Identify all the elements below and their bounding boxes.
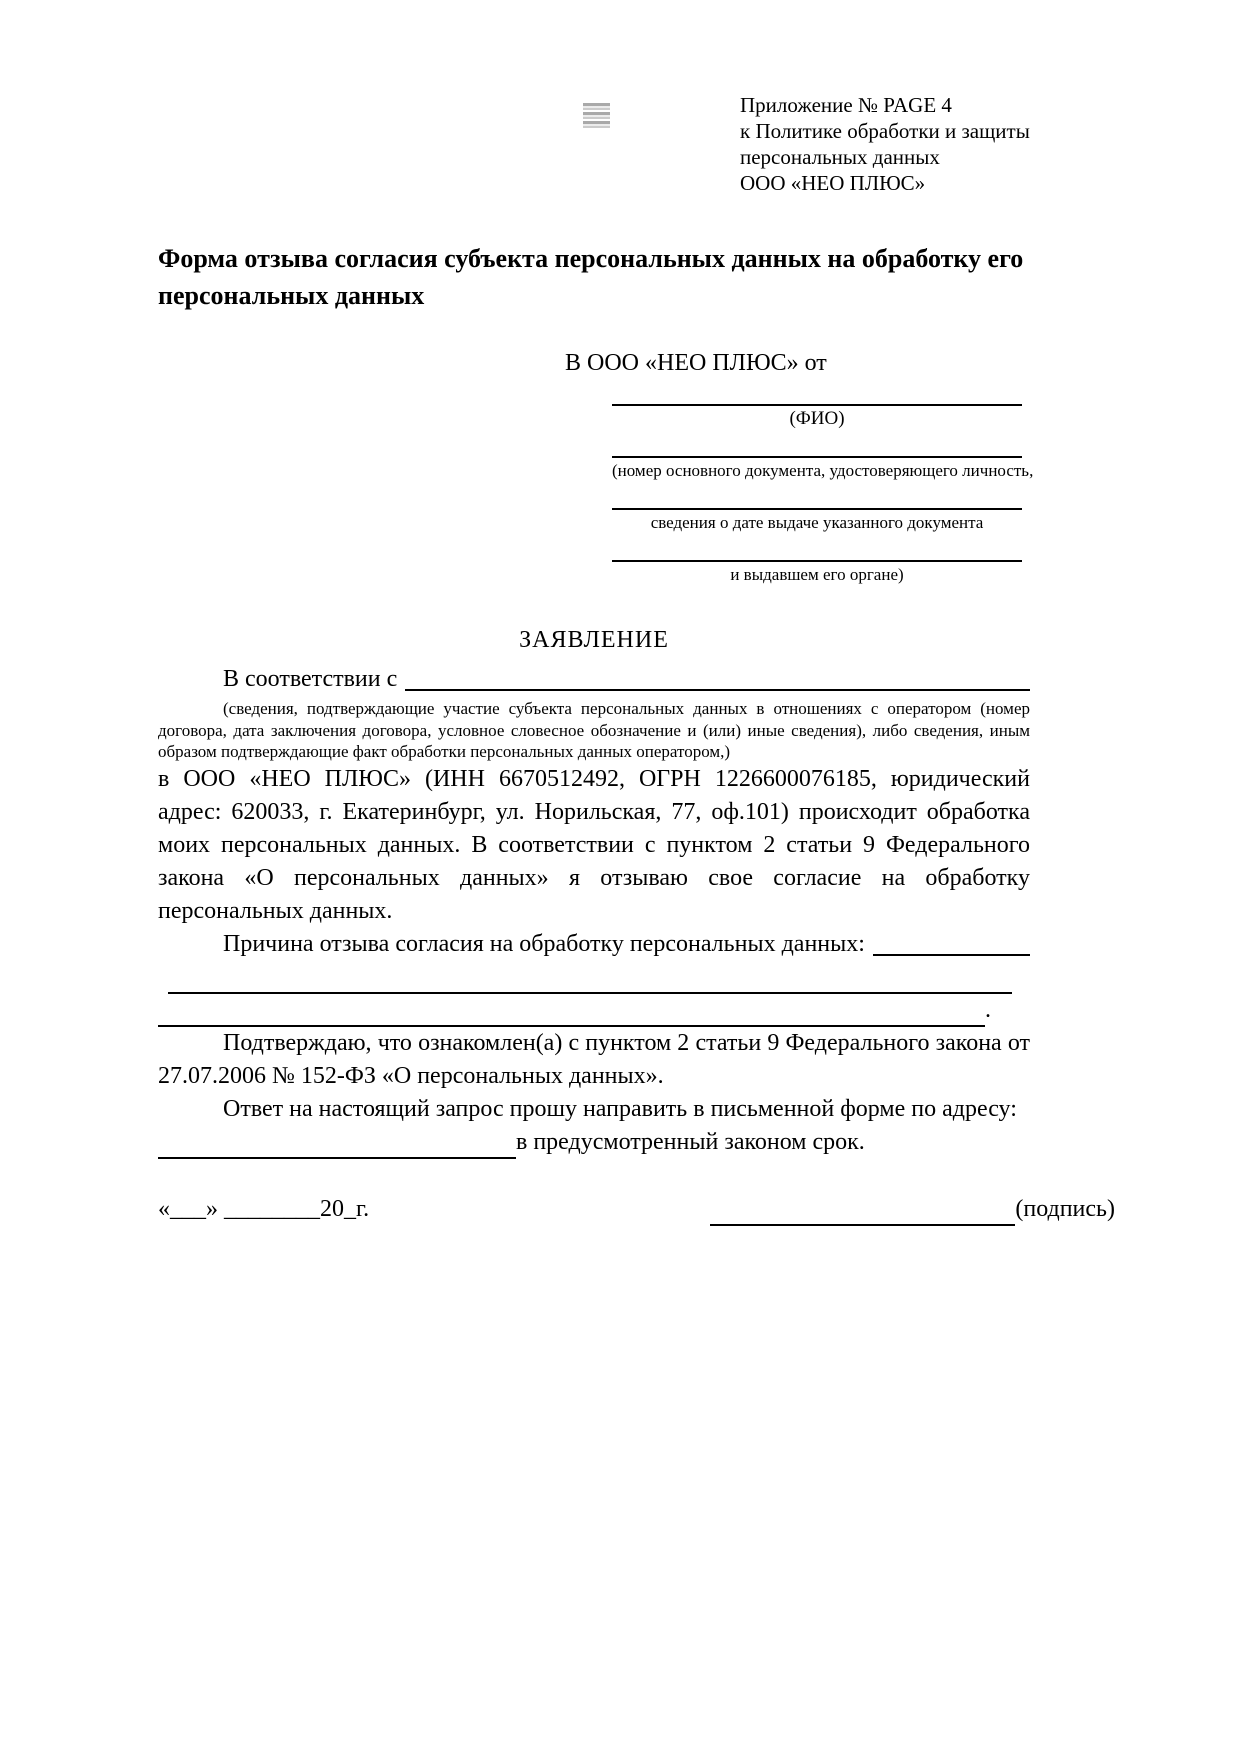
- fio-field-caption: (ФИО): [789, 408, 845, 429]
- statement-body: в ООО «НЕО ПЛЮС» (ИНН 6670512492, ОГРН 1226600076185, юридический адрес: 620033, г. Екатеринбург, ул. Норильская, 77, оф.101) происходит обработка моих персональных данных. В соответствии с пунктом 2 статьи 9 Федерального закона «О персональных данных» я отзываю свое согласие на обработку персональных данных.: [158, 765, 1030, 924]
- document-title: Форма отзыва согласия субъекта персональных данных на обработку его персональных данных: [158, 244, 1024, 310]
- intro-blank: [405, 689, 1030, 691]
- issue-date-field-caption: сведения о дате выдаче указанного документа: [650, 513, 984, 532]
- reason-blank-line-2-segment: [158, 994, 985, 1027]
- confirmation-paragraph: Подтверждаю, что ознакомлен(а) с пунктом 2 статьи 9 Федерального закона от 27.07.2006 № 152-ФЗ «О персональных данных».: [158, 1029, 1030, 1089]
- signature-group: [710, 1193, 1115, 1226]
- reply-address-row: [158, 1126, 1030, 1159]
- reason-blank-line-1: [168, 961, 1012, 994]
- appendix-header-line: к Политике обработки и защиты: [740, 119, 1030, 143]
- intro-line: [158, 663, 1030, 696]
- reason-prefix: Причина отзыва согласия на обработку персональных данных:: [223, 930, 865, 957]
- issue-date-field: [612, 482, 1022, 534]
- signature-caption: (подпись): [1015, 1195, 1115, 1222]
- table-artifact-icon: [583, 103, 610, 129]
- reason-blank-line-2: [158, 994, 1030, 1027]
- appendix-header: [740, 92, 1030, 196]
- fine-print-note: (сведения, подтверждающие участие субъекта персональных данных в отношениях с оператором (номер договора, дата заключения договора, условное словесное обозначение и (или) иные сведения), либо сведения, иным образом подтверждающие факт обработки персональных данных оператором,): [158, 699, 1030, 761]
- reason-line: [158, 928, 1030, 961]
- statement-heading: ЗАЯВЛЕНИЕ: [519, 627, 669, 653]
- intro-prefix: В соответствии с: [223, 666, 398, 692]
- appendix-header-line: Приложение № PAGE 4: [740, 93, 952, 117]
- reply-address-blank: [158, 1126, 516, 1159]
- issuing-authority-field-blank: [612, 534, 1022, 562]
- document-number-field: [612, 430, 1034, 482]
- addressee-block: [565, 348, 1034, 586]
- document-number-field-blank: [612, 430, 1022, 458]
- date-line: «___» ________20_г.: [158, 1195, 370, 1222]
- reply-request-line: Ответ на настоящий запрос прошу направить в письменной форме по адресу:: [223, 1095, 1017, 1122]
- reason-blank: [873, 954, 1030, 956]
- reply-suffix: в предусмотренный законом срок.: [516, 1128, 865, 1155]
- signature-blank: [710, 1194, 1015, 1226]
- document-number-field-caption: (номер основного документа, удостоверяющего личность,: [612, 461, 1034, 480]
- issuing-authority-field-caption: и выдавшем его органе): [730, 565, 904, 584]
- appendix-header-line: персональных данных: [740, 145, 940, 169]
- fio-field-blank: [612, 378, 1022, 406]
- fio-field: [612, 378, 1022, 430]
- addressee-to-line: В ООО «НЕО ПЛЮС» от: [565, 350, 827, 376]
- issue-date-field-blank: [612, 482, 1022, 510]
- blank-line-period: .: [985, 996, 991, 1023]
- footer-row: [158, 1193, 1115, 1226]
- appendix-header-line: ООО «НЕО ПЛЮС»: [740, 171, 926, 195]
- document-content: [158, 240, 1115, 1226]
- issuing-authority-field: [612, 534, 1022, 586]
